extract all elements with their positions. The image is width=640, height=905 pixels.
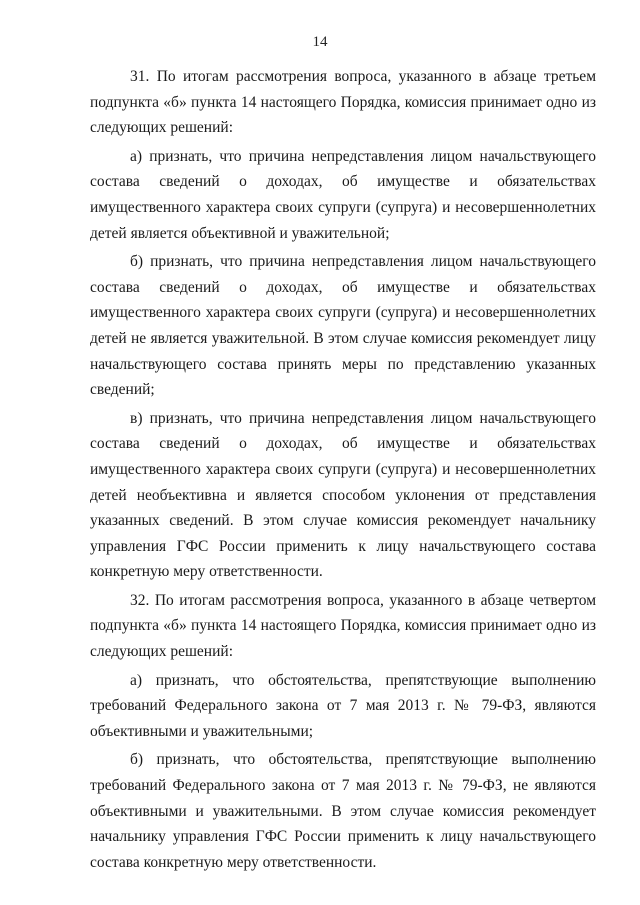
paragraph-31-intro: 31. По итогам рассмотрения вопроса, указанного в абзаце третьем подпункта «б» пункта 14 настоящего Порядка, комиссия принимает одно из следующих решений: bbox=[90, 68, 596, 137]
page-number: 14 bbox=[312, 34, 328, 50]
document-body bbox=[90, 64, 596, 878]
paragraph-32-option-a: а) признать, что обстоятельства, препятствующие выполнению требований Федерального закона от 7 мая 2013 г. № 79-ФЗ, являются объективными и уважительными; bbox=[90, 671, 596, 740]
paragraph-32-intro: 32. По итогам рассмотрения вопроса, указанного в абзаце четвертом подпункта «б» пункта 14 настоящего Порядка, комиссия принимает одно из следующих решений: bbox=[90, 591, 596, 661]
paragraph-31-option-v: в) признать, что причина непредставления лицом начальствующего состава сведений о доходах, об имуществе и обязательствах имущественного характера своих супруги (супруга) и несовершеннолетних детей необъективна и является способом уклонения от представления указанных сведений. В этом случае комиссия рекомендует начальнику управления ГФС России применить к лицу начальствующего состава конкретную меру ответственности. bbox=[90, 409, 596, 581]
paragraph-31-option-a: а) признать, что причина непредставления лицом начальствующего состава сведений о доходах, об имуществе и обязательствах имущественного характера своих супруги (супруга) и несовершеннолетних детей является объективной и уважительной; bbox=[90, 147, 596, 242]
paragraph-32-option-b: б) признать, что обстоятельства, препятствующие выполнению требований Федерального закона от 7 мая 2013 г. № 79-ФЗ, не являются объективными и уважительными. В этом случае комиссия рекомендует начальнику управления ГФС России применить к лицу начальствующего состава конкретную меру ответственности. bbox=[90, 751, 596, 871]
paragraph-31-option-b: б) признать, что причина непредставления лицом начальствующего состава сведений о доходах, об имуществе и обязательствах имущественного характера своих супруги (супруга) и несовершеннолетних детей не является уважительной. В этом случае комиссия рекомендует лицу начальствующего состава принять меры по представлению указанных сведений; bbox=[90, 253, 596, 399]
